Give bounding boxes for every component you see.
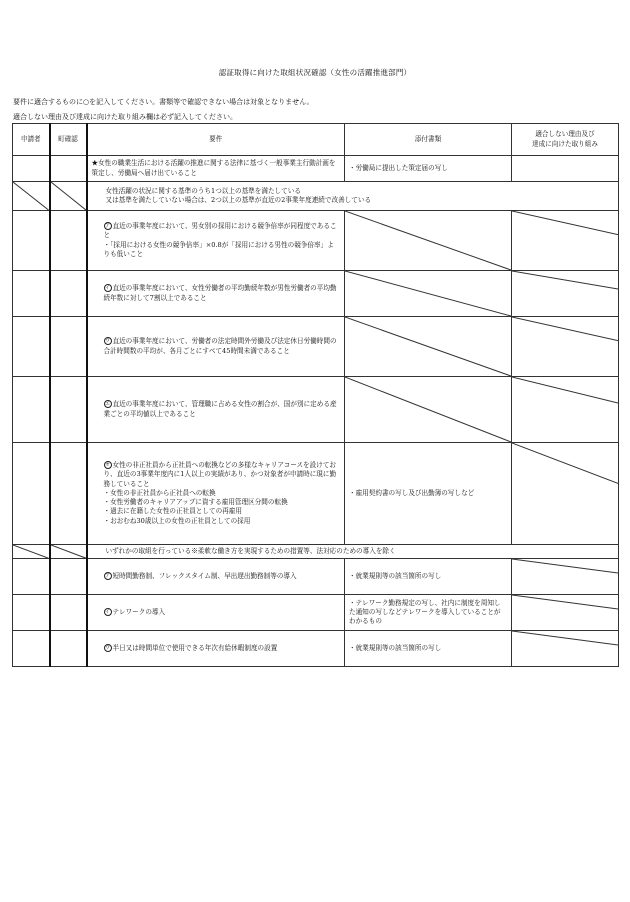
requirement-cell bbox=[87, 631, 345, 667]
circled-mark: イ bbox=[104, 609, 110, 616]
circled-mark: ウ bbox=[104, 338, 110, 345]
reason-cell[interactable] bbox=[512, 156, 619, 182]
reason-cell[interactable] bbox=[512, 443, 619, 545]
requirement-text: 短時間勤務制、フレックスタイム制、早出遅出勤務制等の導入 bbox=[112, 572, 297, 581]
requirement-cell bbox=[87, 317, 345, 377]
requirement-cell bbox=[87, 271, 345, 317]
applicant-check-cell[interactable] bbox=[13, 377, 50, 443]
requirement-text: 直近の事業年度において、男女別の採用における競争倍率が同程度であること ・「採用における女性の競争倍率」×0.8が「採用における男性の競争倍率」よりも低いこと bbox=[103, 222, 337, 258]
reason-cell[interactable] bbox=[512, 377, 619, 443]
requirement-cell: ★女性の職業生活における活躍の推進に関する法律に基づく一般事業主行動計画を策定し、労働局へ届け出ていること bbox=[87, 156, 345, 182]
table-header-row bbox=[13, 124, 619, 156]
requirement-cell bbox=[87, 559, 345, 595]
attachment-cell: ・就業規則等の該当箇所の写し bbox=[345, 559, 512, 595]
table-row bbox=[13, 317, 619, 377]
header-requirement: 要件 bbox=[87, 124, 345, 156]
table-row bbox=[13, 271, 619, 317]
town-check-cell bbox=[50, 631, 87, 667]
reason-cell[interactable] bbox=[512, 271, 619, 317]
applicant-check-cell[interactable] bbox=[13, 559, 50, 595]
requirement-text: テレワークの導入 bbox=[112, 608, 166, 617]
applicant-check-cell[interactable] bbox=[13, 317, 50, 377]
town-check-cell bbox=[50, 211, 87, 271]
town-check-cell-na bbox=[50, 182, 87, 211]
circled-mark: エ bbox=[104, 401, 110, 408]
town-check-cell bbox=[50, 559, 87, 595]
table-row bbox=[13, 631, 619, 667]
attachment-cell: ・就業規則等の該当箇所の写し bbox=[345, 631, 512, 667]
reason-cell[interactable] bbox=[512, 595, 619, 631]
applicant-check-cell[interactable] bbox=[13, 631, 50, 667]
reason-cell[interactable] bbox=[512, 559, 619, 595]
table-row bbox=[13, 377, 619, 443]
header-attachment: 添付書類 bbox=[345, 124, 512, 156]
table-row bbox=[13, 156, 619, 182]
table-row bbox=[13, 595, 619, 631]
requirement-cell bbox=[87, 595, 345, 631]
requirement-text: 直近の事業年度において、労働者の法定時間外労働及び法定休日労働時間の合計時間数の平均が、各月ごとにすべて45時間未満であること bbox=[103, 337, 337, 355]
reason-cell[interactable] bbox=[512, 631, 619, 667]
town-check-cell bbox=[50, 595, 87, 631]
instruction-note-2: 適合しない理由及び達成に向けた取り組み欄は必ず記入してください。 bbox=[13, 113, 237, 121]
applicant-check-cell[interactable] bbox=[13, 271, 50, 317]
table-row-group-header bbox=[13, 545, 619, 559]
requirement-cell bbox=[87, 377, 345, 443]
attachment-cell-na bbox=[345, 271, 512, 317]
attachment-cell-na bbox=[345, 377, 512, 443]
header-town-check: 町確認 bbox=[50, 124, 87, 156]
town-check-cell-na bbox=[50, 545, 87, 559]
town-check-cell bbox=[50, 317, 87, 377]
requirement-cell bbox=[87, 443, 345, 545]
attachment-cell-na bbox=[345, 317, 512, 377]
attachment-cell: ・テレワーク勤務規定の写し、社内に制度を周知した通知の写しなどテレワークを導入していることがわかるもの bbox=[345, 595, 512, 631]
town-check-cell bbox=[50, 377, 87, 443]
circled-mark: オ bbox=[104, 462, 110, 469]
attachment-cell: ・雇用契約書の写し及び出勤簿の写しなど bbox=[345, 443, 512, 545]
requirement-cell bbox=[87, 211, 345, 271]
requirement-text: 直近の事業年度において、管理職に占める女性の割合が、国が別に定める産業ごとの平均値以上であること bbox=[103, 400, 337, 418]
table-row bbox=[13, 559, 619, 595]
requirements-table bbox=[12, 123, 619, 667]
applicant-check-cell[interactable] bbox=[13, 211, 50, 271]
table-row-group-header bbox=[13, 182, 619, 211]
reason-cell[interactable] bbox=[512, 211, 619, 271]
page-title: 認証取得に向けた取組状況確認（女性の活躍推進部門） bbox=[218, 68, 412, 77]
instruction-note-1: 要件に適合するものに○を記入してください。書類等で確認できない場合は対象となりません。 bbox=[13, 98, 314, 106]
table-row bbox=[13, 211, 619, 271]
circled-mark: ウ bbox=[104, 645, 110, 652]
header-applicant: 申請者 bbox=[13, 124, 50, 156]
applicant-cell-na bbox=[13, 182, 50, 211]
circled-mark: イ bbox=[104, 285, 110, 292]
town-check-cell bbox=[50, 443, 87, 545]
reason-cell[interactable] bbox=[512, 317, 619, 377]
town-check-cell bbox=[50, 156, 87, 182]
circled-mark: ア bbox=[104, 223, 110, 230]
attachment-cell-na bbox=[345, 211, 512, 271]
group-note: いずれかの取組を行っている※柔軟な働き方を実現するための措置等、法対応のための導入を除く bbox=[87, 545, 619, 559]
applicant-check-cell[interactable] bbox=[13, 595, 50, 631]
requirement-text: 半日又は時間単位で使用できる年次有給休暇制度の設置 bbox=[112, 644, 278, 653]
applicant-check-cell[interactable] bbox=[13, 443, 50, 545]
table-row bbox=[13, 443, 619, 545]
header-reason: 適合しない理由及び 達成に向けた取り組み bbox=[512, 124, 619, 156]
applicant-check-cell[interactable] bbox=[13, 156, 50, 182]
town-check-cell bbox=[50, 271, 87, 317]
applicant-cell-na bbox=[13, 545, 50, 559]
requirement-text: 女性の非正社員から正社員への転換などの多様なキャリアコースを設けており、直近の3事業年度内に1人以上の実績があり、かつ対象者が申請時に現に勤務していること ・女性の非正社員から正社員への転換 ・女性労働者のキャリアアップに資する雇用管理区分間の転換 ・過去に在籍した女性の正社員としての再雇用 ・おおむね30歳以上の女性の正社員としての採用 bbox=[103, 461, 337, 525]
attachment-cell: ・労働局に提出した策定届の写し bbox=[345, 156, 512, 182]
circled-mark: ア bbox=[104, 573, 110, 580]
requirement-text: 直近の事業年度において、女性労働者の平均勤続年数が男性労働者の平均勤続年数に対して7割以上であること bbox=[103, 284, 337, 302]
group-note: 女性活躍の状況に関する基準のうち1つ以上の基準を満たしている 又は基準を満たしていない場合は、2つ以上の基準が直近の2事業年度連続で改善している bbox=[87, 182, 619, 211]
